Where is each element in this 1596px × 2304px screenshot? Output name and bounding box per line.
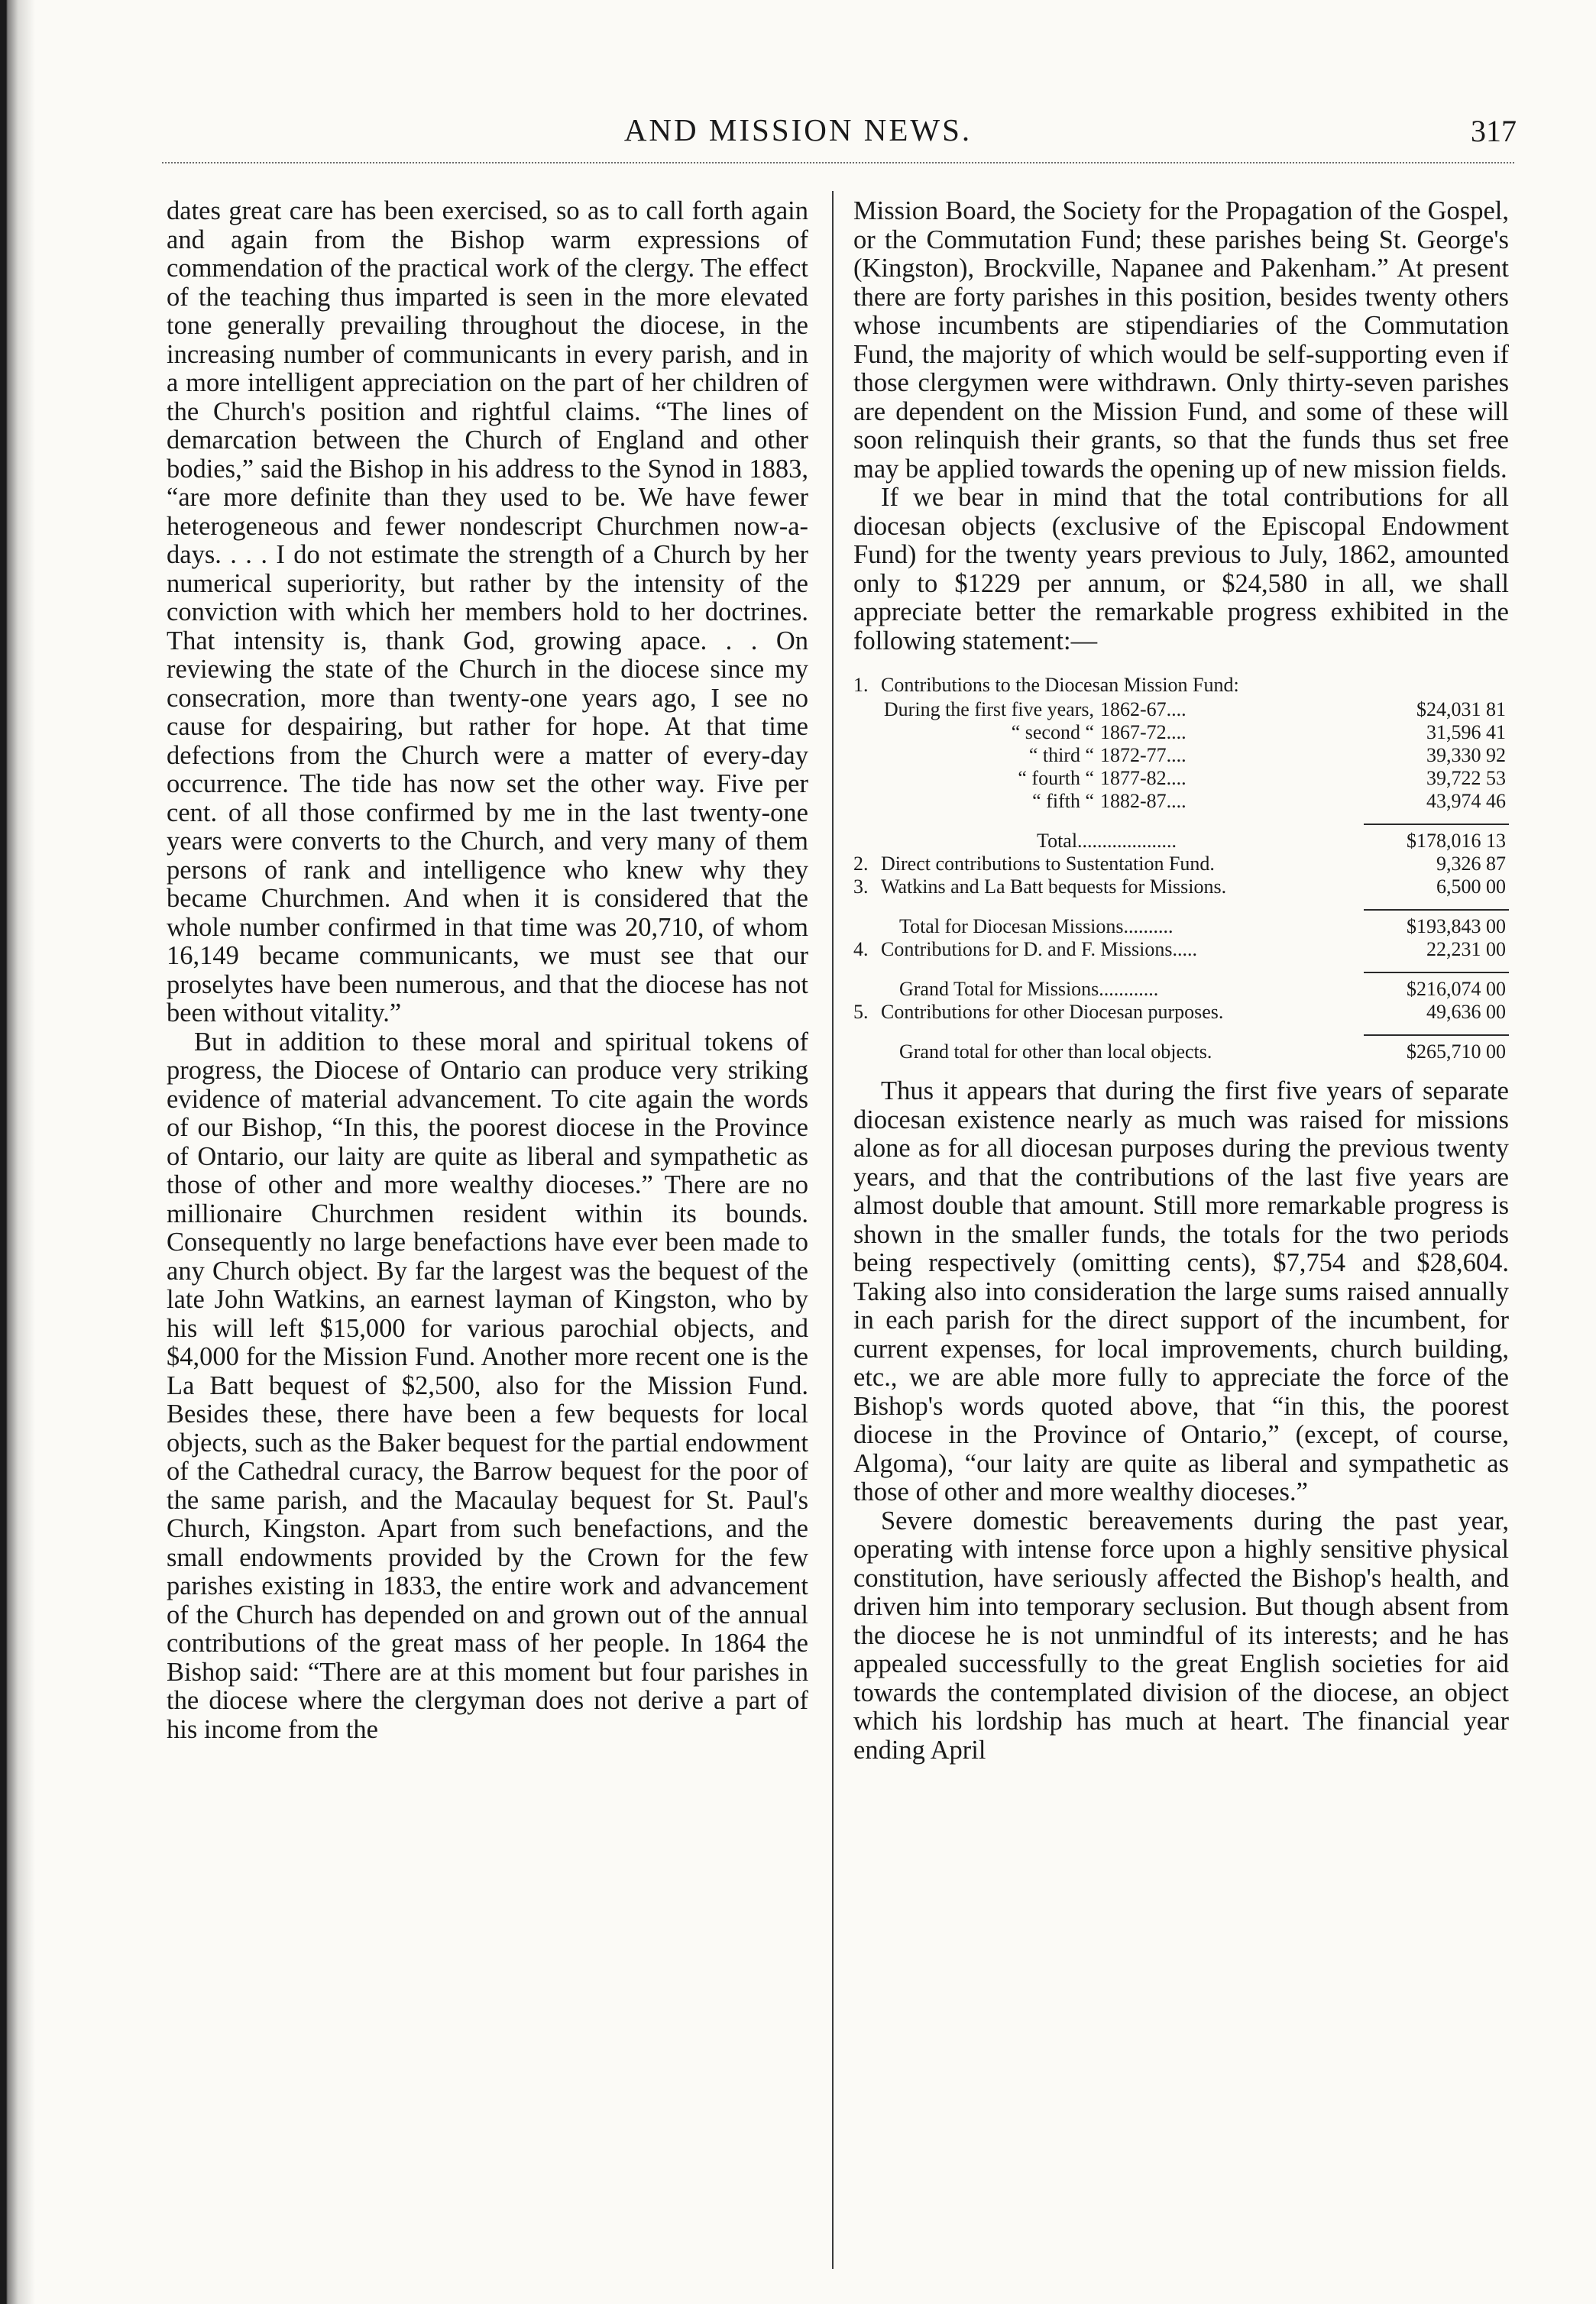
statement-total-row: Total.................... $178,016 13 [1037, 830, 1506, 852]
column-divider [832, 191, 834, 2269]
sum-rule [1364, 972, 1509, 973]
paragraph: Thus it appears that during the first five years of separate diocesan existence nearly as much was raised for missions alone as for all diocesan purposes during the previous twenty years, and that the contributions of the last five years are almost double that amount. Still more remarkable progress is shown in the smaller funds, the totals for the two periods being respectively (omitting cents), $7,754 and $28,604. Taking also into consideration the large sums raised annually in each parish for the direct support of the incumbent, for current expenses, for local improvements, church building, etc., we are able more fully to appreciate the force of the Bishop's words quoted above, that “in this, the poorest diocese in the Province of Ontario,” (except, of course, Algoma), “our laity are quite as liberal and sympathetic as those of other and more wealthy dioceses.” [853, 1076, 1509, 1506]
binding-edge [0, 0, 35, 2304]
statement-grand-other: Grand total for other than local objects. $265,710 00 [899, 1040, 1506, 1063]
sum-rule [1364, 1034, 1509, 1036]
statement-period-row: During the first five years, 1862-67.... $24,031 81 [883, 698, 1506, 720]
statement-period-row: “ fourth “ 1877-82.... 39,722 53 [1018, 767, 1506, 789]
page-number: 317 [1471, 114, 1517, 148]
left-column [167, 197, 808, 1744]
paragraph: But in addition to these moral and spiritual tokens of progress, the Diocese of Ontario can produce very striking evidence of material advancement. To cite again the words of our Bishop, “In this, the poorest diocese in the Province of Ontario, our laity are quite as liberal and sympathetic as those of other and more wealthy dioceses.” There are no millionaire Churchmen resident within its bounds. Consequently no large benefactions have ever been made to any Church object. By far the largest was the bequest of the late John Watkins, an earnest layman of Kingston, who by his will left $15,000 for various parochial objects, and $4,000 for the Mission Fund. Another more recent one is the La Batt bequest of $2,500, also for the Mission Fund. Besides these, there have been a few bequests for local objects, such as the Baker bequest for the partial endowment of the Cathedral curacy, the Barrow bequest for the poor of the same parish, and the Macaulay bequest for St. Paul's Church, Kingston. Apart from such benefactions, and the small endowments provided by the Crown for the few parishes existing in 1833, the entire work and advancement of the Church has depended on and grown out of the annual contributions of the great mass of her people. In 1864 the Bishop said: “There are at this moment but four parishes in the diocese where the clergyman does not derive a part of his income from the [167, 1027, 808, 1744]
statement-item-4: 4. Contributions for D. and F. Missions..... 22,231 00 [853, 938, 1506, 960]
right-column [853, 197, 1509, 1765]
statement-item-1: 1. Contributions to the Diocesan Mission Fund: [853, 674, 1239, 696]
running-title: AND MISSION NEWS. [623, 112, 973, 147]
statement-period-row: “ fifth “ 1882-87.... 43,974 46 [1032, 790, 1506, 812]
statement-item-3: 3. Watkins and La Batt bequests for Missions. 6,500 00 [853, 875, 1506, 898]
sum-rule [1364, 909, 1509, 911]
paragraph: If we bear in mind that the total contributions for all diocesan objects (exclusive of the Episcopal Endowment Fund) for the twenty years previous to July, 1862, amounted only to $1229 per annum, or $24,580 in all, we shall appreciate better the remarkable progress exhibited in the following statement:— [853, 483, 1509, 655]
statement-item-2: 2. Direct contributions to Sustentation Fund. 9,326 87 [853, 853, 1506, 875]
statement-period-row: “ second “ 1867-72.... 31,596 41 [1011, 721, 1506, 743]
statement-grand-missions: Grand Total for Missions............ $216,074 00 [899, 978, 1506, 1000]
paragraph: Mission Board, the Society for the Propagation of the Gospel, or the Commutation Fund; these parishes being St. George's (Kingston), Brockville, Napanee and Pakenham.” At present there are forty parishes in this position, besides twenty others whose incumbents are stipendiaries of the Commutation Fund, the majority of which would be self-supporting even if those clergymen were withdrawn. Only thirty-seven parishes are dependent on the Mission Fund, and some of these will soon relinquish their grants, so that the funds thus set free may be applied towards the opening up of new mission fields. [853, 196, 1509, 484]
paragraph: Severe domestic bereavements during the past year, operating with intense force upon a highly sensitive physical constitution, have seriously affected the Bishop's health, and driven him into temporary seclusion. But though absent from the diocese he is not unmindful of its interests; and he has appealed successfully to the great English societies for aid towards the contemplated division of the diocese, an object which his lordship has much at heart. The financial year ending April [853, 1506, 1509, 1765]
statement-item-5: 5. Contributions for other Diocesan purposes. 49,636 00 [853, 1001, 1506, 1023]
header-rule [162, 162, 1514, 163]
paragraph: dates great care has been exercised, so as to call forth again and again from the Bishop warm expressions of commendation of the practical work of the clergy. The effect of the teaching thus imparted is seen in the more elevated tone generally prevailing throughout the diocese, in the increasing number of communicants in every parish, and in a more intelligent appreciation on the part of her children of the Church's position and rightful claims. “The lines of demarcation between the Church of England and other bodies,” said the Bishop in his address to the Synod in 1883, “are more definite than they used to be. We have fewer heterogeneous and fewer nondescript Churchmen now-a-days. . . . I do not estimate the strength of a Church by her numerical superiority, but rather by the intensity of the conviction with which her members hold to her doctrines. That intensity is, thank God, growing apace. . . On reviewing the state of the Church in the diocese since my consecration, more than twenty-one years ago, I see no cause for despairing, but rather for hope. At that time defections from the Church were a matter of every-day occurrence. The tide has now set the other way. Five per cent. of all those confirmed by me in the last twenty-one years were converts to the Church, and very many of them persons of rank and intelligence who knew why they became Churchmen. And when it is considered that the whole number confirmed in that time was 20,710, of whom 16,149 became communicants, we must see that our proselytes have been numerous, and that the diocese has not been without vitality.” [167, 196, 808, 1027]
statement-diocesan-total: Total for Diocesan Missions.......... $193,843 00 [899, 915, 1506, 937]
page-header [0, 112, 1596, 157]
contributions-statement [853, 674, 1509, 1063]
sum-rule [1364, 824, 1509, 825]
statement-period-row: “ third “ 1872-77.... 39,330 92 [1028, 744, 1506, 766]
